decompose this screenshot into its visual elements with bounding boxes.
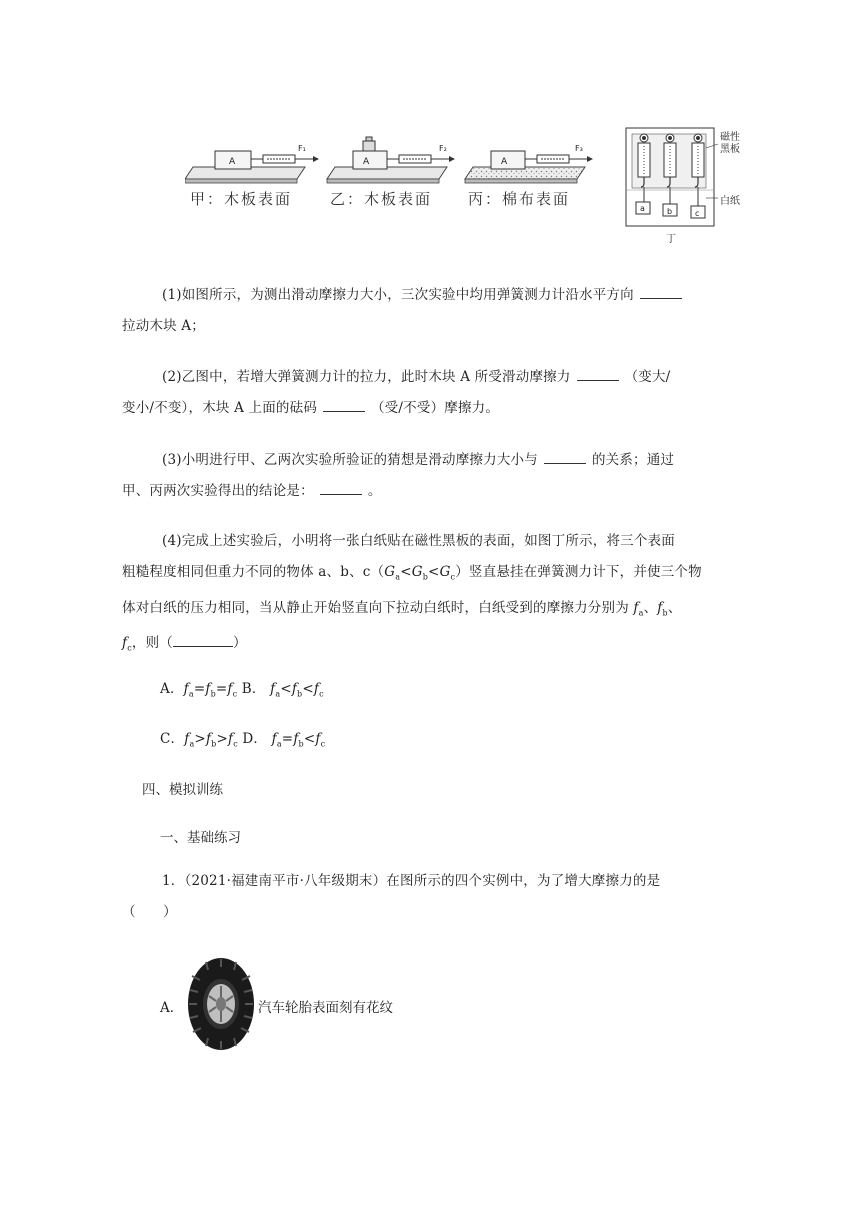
svg-text:F₃: F₃	[575, 144, 583, 153]
board-yi	[327, 137, 455, 183]
board-jia	[185, 144, 319, 183]
options-row-1: A．$f_a=f_b=f_c$ B． $f_a<f_b<f_c$	[160, 681, 324, 699]
question-1-text: (1)如图所示，为测出滑动摩擦力大小，三次实验中均用弹簧测力计沿水平方向 拉动木块 A；	[142, 280, 732, 342]
blank-4[interactable]	[173, 632, 233, 647]
question-2-text: (2)乙图中，若增大弹簧测力计的拉力，此时木块 A 所受滑动摩擦力 （变大/ 变小/不变），木块 A 上面的砝码 （受/不受）摩擦力。	[142, 362, 732, 424]
svg-text:A: A	[363, 157, 370, 167]
object-c-label: c	[695, 209, 700, 218]
board-bing	[465, 144, 593, 183]
object-a-label: a	[640, 204, 645, 213]
option-a-label[interactable]: A．	[160, 681, 184, 697]
blank-3b[interactable]	[320, 480, 362, 495]
question-4-text: (4)完成上述实验后，小明将一张白纸贴在磁性黑板的表面，如图丁所示，将三个表面 粗糙程度相同但重力不同的物体 a、b、$c(G_a<G_b<G_c)$竖直悬挂在弹簧测力计下，并使三个物 体对白纸的压力相同，当从静止开始竖直向下拉动白纸时，白纸受到的摩擦力分别为 $f_a$、$f_b$、 $f_c$，则（ ）	[122, 533, 702, 654]
svg-text:F₁: F₁	[298, 144, 306, 153]
magnetic-board-figure	[624, 126, 724, 230]
question-3-text: (3)小明进行甲、乙两次实验所验证的猜想是滑动摩擦力大小与 的关系；通过 甲、丙两次实验得出的结论是： 。	[142, 445, 732, 507]
svg-text:A: A	[229, 157, 236, 167]
label-panel-ding: 丁	[666, 234, 676, 245]
subsection-heading: 一、基础练习	[160, 830, 241, 846]
option-c-label[interactable]: C．	[160, 731, 185, 747]
blank-1[interactable]	[640, 284, 682, 299]
caption-bing: 丙：棉布表面	[468, 190, 571, 208]
blank-2b[interactable]	[323, 397, 365, 412]
blank-3a[interactable]	[544, 449, 586, 464]
caption-yi: 乙：木板表面	[330, 190, 433, 208]
blank-2a[interactable]	[577, 366, 619, 381]
object-b-label: b	[667, 207, 673, 216]
options-row-2: C．$f_a>f_b>f_c$ D． $f_a=f_b<f_c$	[160, 731, 326, 749]
section-4-heading: 四、模拟训练	[142, 782, 223, 798]
mc-question-1: 1．（2021·福建南平市·八年级期末）在图所示的四个实例中，为了增大摩擦力的是 （ ）	[122, 873, 661, 920]
label-magnetic-board: 磁性 黑板	[720, 132, 740, 155]
caption-jia: 甲：木板表面	[190, 190, 293, 208]
choice-a-label[interactable]: A．	[160, 1000, 184, 1016]
tire-image	[186, 956, 256, 1052]
option-d-label[interactable]: D．	[242, 731, 268, 747]
option-b-label[interactable]: B．	[241, 681, 266, 697]
choice-a-text: 汽车轮胎表面刻有花纹	[258, 1000, 393, 1016]
svg-text:A: A	[501, 157, 508, 167]
label-white-paper: 白纸	[720, 196, 740, 207]
svg-text:F₂: F₂	[439, 144, 447, 153]
